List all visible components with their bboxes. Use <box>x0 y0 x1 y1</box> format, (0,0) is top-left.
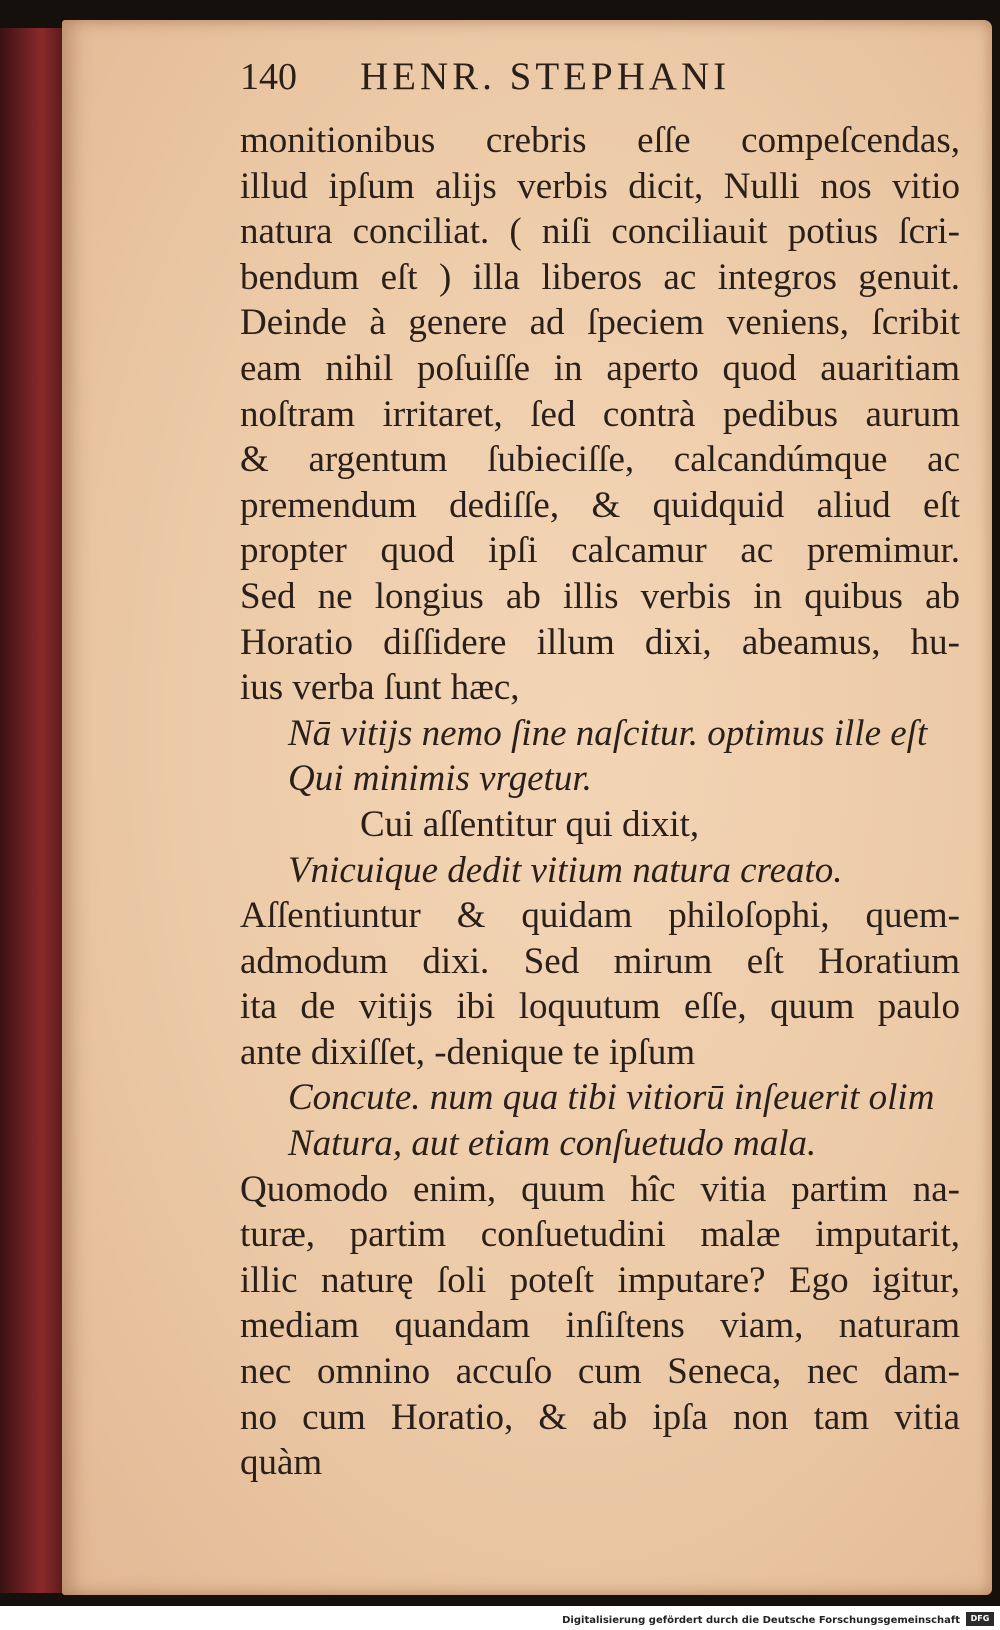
funding-credit: Digitalisierung gefördert durch die Deutsche Forschungsgemeinschaft <box>562 1615 960 1626</box>
dfg-logo: DFG <box>966 1612 994 1626</box>
page-header <box>240 54 960 110</box>
footer-bar <box>0 1606 1000 1630</box>
text-line: mediam quandam inſiſtens viam, naturam <box>240 1305 960 1347</box>
text-line: Deinde à genere ad ſpeciem veniens, ſcribit <box>240 302 960 344</box>
catchword: quàm <box>240 1442 323 1484</box>
text-line: admodum dixi. Sed mirum eſt Horatium <box>240 940 960 982</box>
text-line: no cum Horatio, & ab ipſa non tam vitia <box>240 1396 960 1438</box>
text-line: turæ, partim conſuetudini malæ imputarit, <box>240 1214 960 1256</box>
text-line: eam nihil poſuiſſe in aperto quod auaritiam <box>240 347 960 389</box>
text-line: illic naturę ſoli poteſt imputare? Ego igitur, <box>240 1259 960 1301</box>
text-line: Aſſentiuntur & quidam philoſophi, quem- <box>240 895 960 937</box>
text-line: Nā vitijs nemo ſine naſcitur. optimus ille eſt <box>288 712 928 754</box>
text-line: illud ipſum alijs verbis dicit, Nulli nos vitio <box>240 165 960 207</box>
text-line: monitionibus crebris eſſe compeſcendas, <box>240 120 960 161</box>
text-line: premendum dediſſe, & quidquid aliud eſt <box>240 484 960 526</box>
page-number: 140 <box>240 56 297 98</box>
book-edge <box>0 28 70 1593</box>
text-line: ius verba ſunt hæc, <box>240 667 520 709</box>
text-line: bendum eſt ) illa liberos ac integros genuit. <box>240 256 960 298</box>
text-line: Vnicuique dedit vitium natura creato. <box>288 849 843 891</box>
text-line: Horatio diſſidere illum dixi, abeamus, hu- <box>240 621 960 663</box>
text-line: ante dixiſſet, -denique te ipſum <box>240 1031 696 1073</box>
text-line: Concute. num qua tibi vitiorū inſeuerit olim <box>288 1077 935 1119</box>
text-line: ita de vitijs ibi loquutum eſſe, quum paulo <box>240 986 960 1028</box>
page-text-block <box>240 54 960 1486</box>
text-line: Sed ne longius ab illis verbis in quibus ab <box>240 575 960 617</box>
running-head: HENR. STEPHANI <box>360 55 731 98</box>
text-line: Natura, aut etiam conſuetudo mala. <box>288 1123 817 1165</box>
text-line: noſtram irritaret, ſed contrà pedibus aurum <box>240 393 960 435</box>
text-line: nec omnino accuſo cum Seneca, nec dam- <box>240 1351 960 1393</box>
text-line: natura conciliat. ( niſi conciliauit potius ſcri- <box>240 211 960 253</box>
body-text <box>240 118 960 1440</box>
text-line: Cui aſſentitur qui dixit, <box>360 803 700 845</box>
text-line: Qui minimis vrgetur. <box>288 758 592 800</box>
text-line: propter quod ipſi calcamur ac premimur. <box>240 530 960 572</box>
text-line: Quomodo enim, quum hîc vitia partim na- <box>240 1168 960 1210</box>
text-line: & argentum ſubieciſſe, calcandúmque ac <box>240 439 960 481</box>
